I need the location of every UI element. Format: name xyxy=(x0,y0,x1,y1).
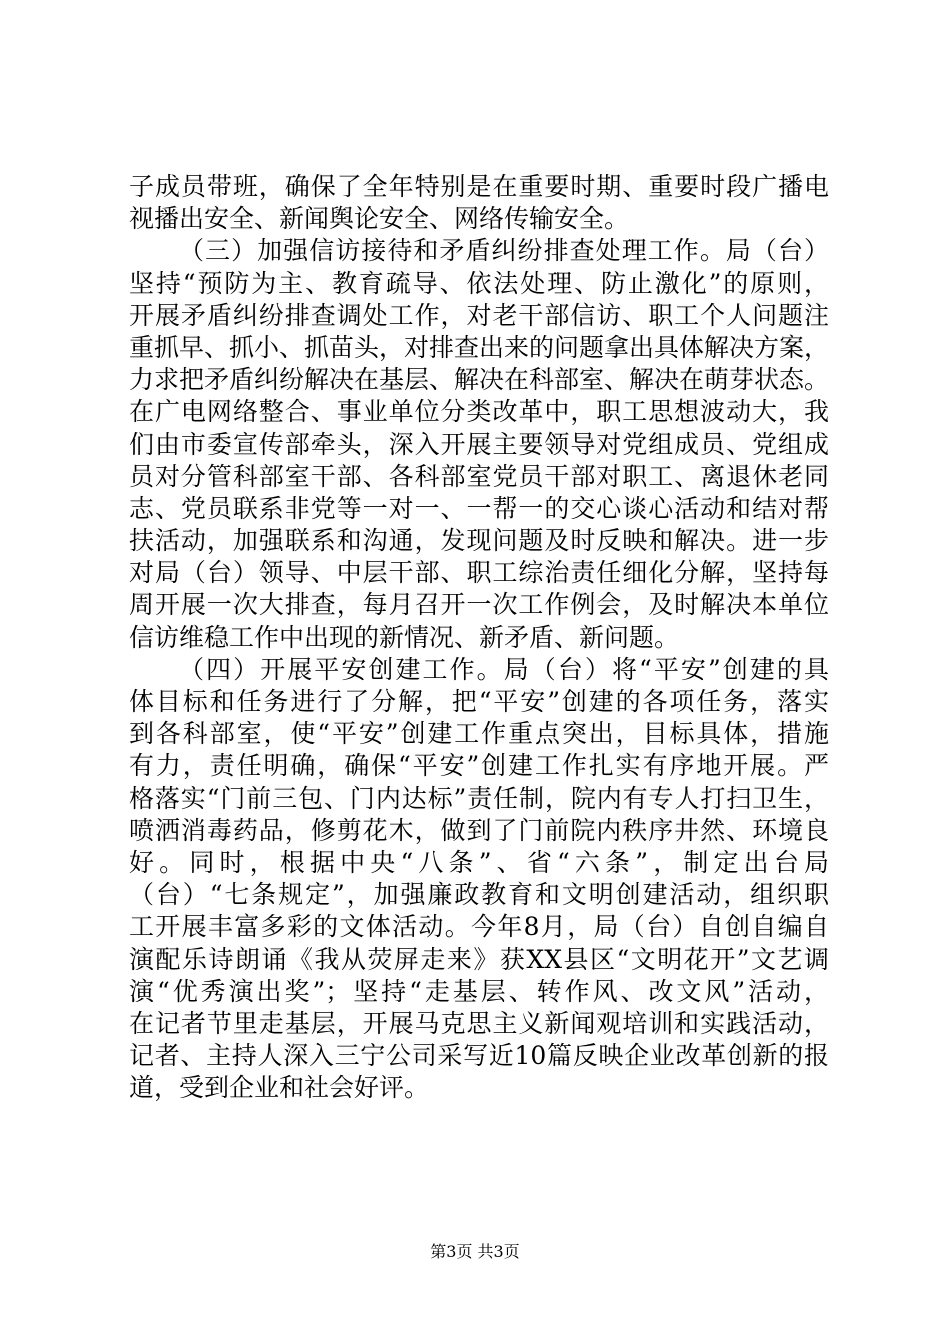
text-line: 喷洒消毒药品，修剪花木，做到了门前院内秩序井然、环境良 xyxy=(129,815,829,845)
text-line: 坚持“预防为主、教育疏导、依法处理、防止激化”的原则， xyxy=(129,268,829,298)
text-line: 记者、主持人深入三宁公司采写近10篇反映企业改革创新的报 xyxy=(129,1041,829,1071)
text-line: 演“优秀演出奖”；坚持“走基层、转作风、改文风”活动， xyxy=(129,976,829,1006)
text-line: 对局（台）领导、中层干部、职工综治责任细化分解，坚持每 xyxy=(129,558,829,588)
text-line: 周开展一次大排查，每月召开一次工作例会，及时解决本单位 xyxy=(129,590,829,620)
text-line: 志、党员联系非党等一对一、一帮一的交心谈心活动和结对帮 xyxy=(129,493,829,523)
text-line: （台）“七条规定”，加强廉政教育和文明创建活动，组织职 xyxy=(129,880,829,910)
text-line: 扶活动，加强联系和沟通，发现问题及时反映和解决。进一步 xyxy=(129,526,829,556)
text-line: 视播出安全、新闻舆论安全、网络传输安全。 xyxy=(129,204,630,234)
text-line: 道，受到企业和社会好评。 xyxy=(129,1073,430,1103)
text-line: 开展矛盾纠纷排查调处工作，对老干部信访、职工个人问题注 xyxy=(129,300,829,330)
text-line: 员对分管科部室干部、各科部室党员干部对职工、离退休老同 xyxy=(129,461,829,491)
text-line: 力求把矛盾纠纷解决在基层、解决在科部室、解决在萌芽状态。 xyxy=(129,365,830,395)
text-line: 子成员带班，确保了全年特别是在重要时期、重要时段广播电 xyxy=(129,172,829,201)
text-line: 重抓早、抓小、抓苗头，对排查出来的问题拿出具体解决方案， xyxy=(129,332,830,362)
text-line: （三）加强信访接待和矛盾纠纷排查处理工作。局（台） xyxy=(179,236,829,266)
text-line: 体目标和任务进行了分解，把“平安”创建的各项任务，落实 xyxy=(129,687,829,716)
text-line: 到各科部室，使“平安”创建工作重点突出，目标具体，措施 xyxy=(129,719,829,749)
text-line: 格落实“门前三包、门内达标”责任制，院内有专人打扫卫生， xyxy=(129,783,829,813)
text-line: 信访维稳工作中出现的新情况、新矛盾、新问题。 xyxy=(129,622,680,652)
text-line: 们由市委宣传部牵头，深入开展主要领导对党组成员、党组成 xyxy=(129,429,829,459)
text-line: 好。同时，根据中央“八条”、省“六条”，制定出台局 xyxy=(129,847,829,877)
text-line: 工开展丰富多彩的文体活动。今年8月，局（台）自创自编自 xyxy=(129,912,829,942)
text-line: 演配乐诗朗诵《我从荧屏走来》获XX县区“文明花开”文艺调 xyxy=(129,944,829,974)
text-line: 有力，责任明确，确保“平安”创建工作扎实有序地开展。严 xyxy=(129,751,829,781)
text-line: 在记者节里走基层，开展马克思主义新闻观培训和实践活动， xyxy=(129,1008,829,1038)
body-text xyxy=(129,171,829,1104)
text-line: （四）开展平安创建工作。局（台）将“平安”创建的具 xyxy=(179,654,829,684)
text-line: 在广电网络整合、事业单位分类改革中，职工思想波动大，我 xyxy=(129,397,829,427)
page-footer: 第3页 共3页 xyxy=(430,1242,520,1261)
